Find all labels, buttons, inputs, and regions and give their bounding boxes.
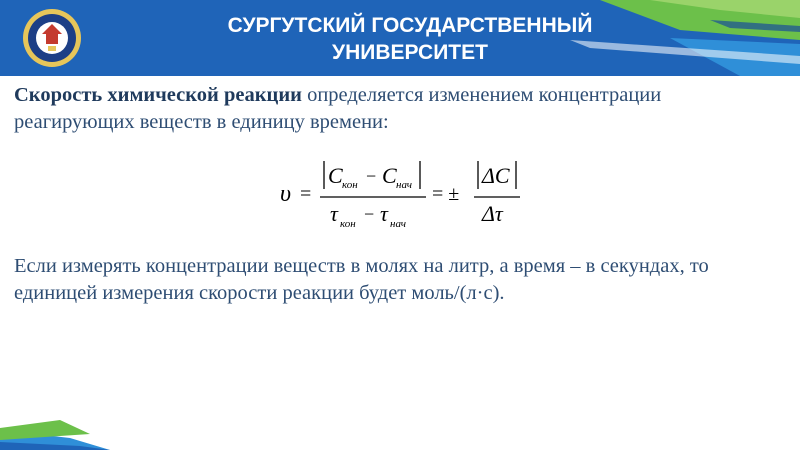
formula-pm: = ± (432, 183, 460, 205)
formula-sub-start-bottom: нач (390, 218, 407, 230)
corner-decoration (0, 390, 110, 450)
formula-delta-tau: Δτ (482, 201, 503, 226)
formula-eq: = (300, 183, 312, 205)
formula-v: υ (280, 181, 292, 207)
university-title (150, 12, 670, 66)
formula-c-start: C (382, 163, 397, 188)
header-banner (0, 0, 800, 76)
definition-text: определяется изменением концентрации реагирующих веществ в единицу времени: (14, 84, 662, 133)
formula-minus-bottom: − (364, 204, 375, 224)
formula-delta-c: ΔC (482, 163, 510, 188)
formula-minus-top: − (366, 166, 377, 186)
formula-sub-end-top: кон (342, 179, 358, 191)
definition-paragraph (14, 82, 784, 136)
definition-term: Скорость химической реакции (14, 84, 302, 106)
units-paragraph: Если измерять концентрации веществ в молях на литр, а время – в секундах, то единицей измерения скорости реакции будет моль/(л·с). (14, 255, 709, 304)
formula-sub-start-top: нач (396, 179, 413, 191)
formula-tau-end: τ (330, 201, 338, 226)
university-title-line1: СУРГУТСКИЙ ГОСУДАРСТВЕННЫЙ (227, 14, 593, 37)
reaction-rate-formula (280, 155, 540, 235)
formula-c-end: C (328, 163, 343, 188)
university-logo-icon (22, 8, 82, 68)
university-title-line2: УНИВЕРСИТЕТ (332, 41, 488, 64)
formula-tau-start: τ (380, 201, 388, 226)
formula-sub-end-bottom: кон (340, 218, 356, 230)
